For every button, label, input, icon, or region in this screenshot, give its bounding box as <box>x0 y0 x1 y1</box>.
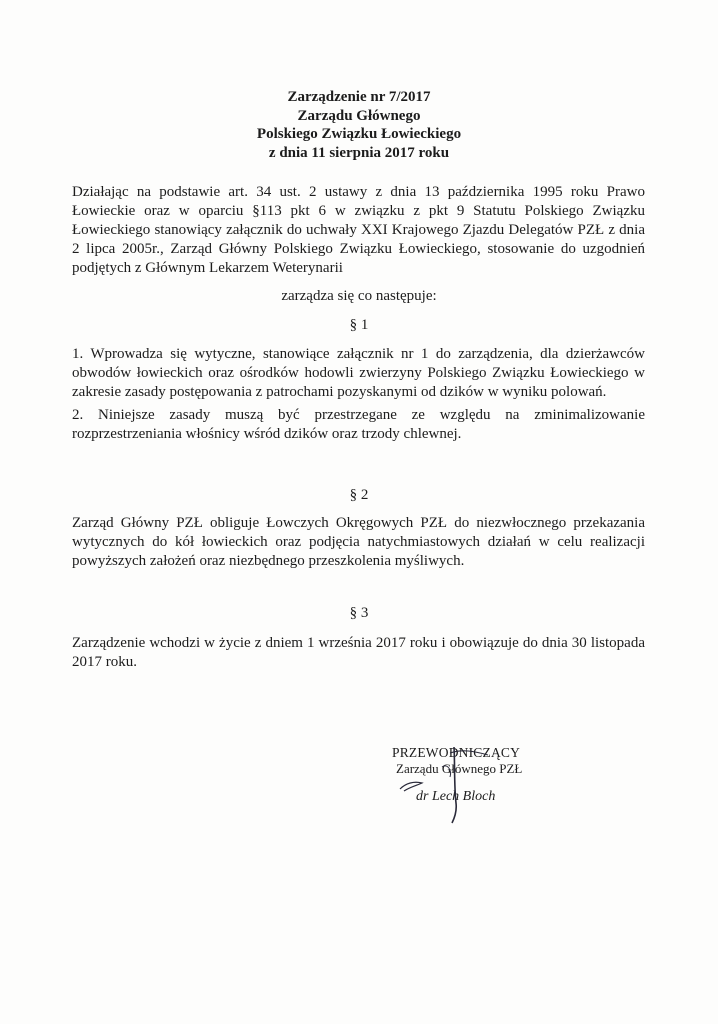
signature-name: dr Lech Bloch <box>416 789 496 804</box>
section-3-heading: § 3 <box>349 605 369 621</box>
handwritten-signature-icon <box>392 745 562 825</box>
section-1-paragraph-2: 2. Niniejsze zasady muszą być przestrzegane ze względu na zminimalizowanie rozprzestrzeniania włośnicy wśród dzików oraz trzody chlewnej. <box>72 407 645 442</box>
section-1-heading: § 1 <box>349 317 369 333</box>
section-3-paragraph: Zarządzenie wchodzi w życie z dniem 1 września 2017 roku i obowiązuje do dnia 30 listopada 2017 roku. <box>72 635 645 670</box>
section-1-paragraph-1: 1. Wprowadza się wytyczne, stanowiące załącznik nr 1 do zarządzenia, dla dzierżawców obwodów łowieckich oraz ośrodków hodowli zwierzyny Polskiego Związku Łowieckiego w zakresie zasady postępowania z patrochami pozyskanymi od dzików w wyniku polowań. <box>72 346 645 400</box>
signature-block <box>392 745 562 825</box>
intro-paragraph: Działając na podstawie art. 34 ust. 2 ustawy z dnia 13 października 1995 roku Prawo Łowieckie oraz w oparciu §113 pkt 6 w związku z pkt 9 Statutu Polskiego Związku Łowieckiego stanowiący załącznik do uchwały XXI Krajowego Zjazdu Delegatów PZŁ z dnia 2 lipca 2005r., Zarząd Główny Polskiego Związku Łowieckiego, stosowanie do uzgodnień podjętych z Głównym Lekarzem Weterynarii <box>72 184 645 276</box>
title-line-4: z dnia 11 sierpnia 2017 roku <box>268 144 450 161</box>
decree-line: zarządza się co następuje: <box>281 288 437 304</box>
title-line-1: Zarządzenie nr 7/2017 <box>287 89 431 105</box>
signature-title: PRZEWODNICZĄCY <box>392 745 521 760</box>
section-2-heading: § 2 <box>349 487 369 503</box>
document-title <box>0 88 718 162</box>
section-2-paragraph: Zarząd Główny PZŁ obliguje Łowczych Okręgowych PZŁ do niezwłocznego przekazania wytycznych do kół łowieckich oraz podjęcia natychmiastowych działań w celu realizacji powyższych założeń oraz niezbędnego przeszkolenia myśliwych. <box>72 515 645 569</box>
title-line-2: Zarządu Głównego <box>297 107 421 124</box>
signature-organization: Zarządu Głównego PZŁ <box>396 761 523 776</box>
title-line-3: Polskiego Związku Łowieckiego <box>256 126 462 142</box>
